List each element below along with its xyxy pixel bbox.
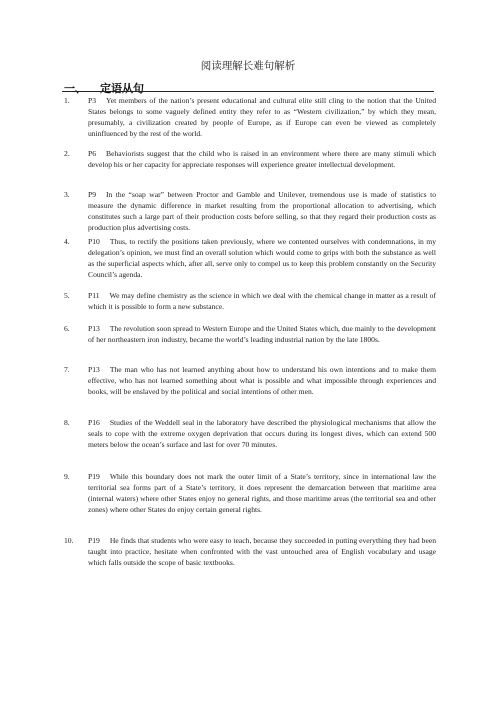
item-text: Yet members of the nation’s present educational and cultural elite still cling to the notion that the United States belongs to some vaguely defined entity they refer to as “Western civilization,” by which they mean, presumably, a civilization created by people of Europe, as if Europe can even be viewed as completely uninfluenced by the rest of the world.: [88, 96, 436, 139]
item-text: The revolution soon spread to Western Europe and the United States which, due mainly to the development of her northeastern iron industry, became the world’s leading industrial nation by the late 1800s.: [88, 324, 436, 345]
item-text: He finds that students who were easy to teach, because they succeeded in putting everything they had been taught into practice, hesitate when confronted with the vast untouched area of English vocabulary and usage which falls outside the scope of basic textbooks.: [88, 536, 436, 568]
list-item: [64, 95, 436, 139]
item-text: The man who has not learned anything about how to understand his own intentions and to make them effective, who has not learned something about what is possible and what impossible through experiences and books, will be enslaved by the political and social intentions of other men.: [88, 365, 436, 397]
list-item: [64, 148, 436, 170]
item-paragraph-ref: P9: [88, 190, 97, 199]
item-paragraph-ref: P19: [88, 536, 100, 545]
item-number: 8.: [64, 418, 70, 427]
item-number: 10.: [64, 536, 74, 545]
item-text: Behaviorists suggest that the child who is raised in an environment where there are many stimuli which develop his or her capacity for appreciate responses will experience greater intellectual development.: [88, 149, 436, 170]
item-number: 2.: [64, 149, 70, 158]
item-text: Thus, to rectify the positions taken previously, where we contented ourselves with condemnations, in my delegation’s opinion, we must find an overall solution which would come to grips with both the substance as well as the superficial aspects which, after all, serve only to compel us to keep this problem constantly on the Security Council’s agenda.: [88, 237, 436, 280]
item-number: 3.: [64, 190, 70, 199]
item-number: 6.: [64, 324, 70, 333]
item-number: 7.: [64, 365, 70, 374]
item-text: We may define chemistry as the science in which we deal with the chemical change in matter as a result of which it is possible to form a new substance.: [88, 291, 436, 312]
item-paragraph-ref: P19: [88, 472, 100, 481]
item-paragraph-ref: P13: [88, 324, 100, 333]
item-number: 5.: [64, 291, 70, 300]
section-divider: [62, 91, 434, 92]
item-text: In the “soap war” between Proctor and Gamble and Unilever, tremendous use is made of statistics to measure the dynamic difference in market resulting from the proportional allocation to advertising, which constitutes such a large part of their production costs before selling, so that they regard their production costs as production plus advertising costs.: [88, 190, 436, 233]
section-label: 定语从句: [100, 82, 144, 95]
list-item: [64, 417, 436, 450]
item-paragraph-ref: P16: [88, 418, 100, 427]
list-item: [64, 290, 436, 312]
list-item: [64, 364, 436, 397]
item-paragraph-ref: P10: [88, 237, 100, 246]
item-number: 4.: [64, 237, 70, 246]
item-paragraph-ref: P3: [88, 96, 97, 105]
list-item: [64, 189, 436, 233]
page-title: 阅读理解长难句解析: [200, 60, 296, 72]
list-item: [64, 535, 436, 568]
item-paragraph-ref: P11: [88, 291, 100, 300]
list-item: [64, 471, 436, 515]
item-number: 9.: [64, 472, 70, 481]
item-paragraph-ref: P6: [88, 149, 97, 158]
item-paragraph-ref: P13: [88, 365, 100, 374]
item-number: 1.: [64, 96, 70, 105]
list-item: [64, 236, 436, 280]
section-heading: [64, 80, 144, 96]
section-number: 一、: [64, 82, 86, 95]
item-text: Studies of the Weddell seal in the laboratory have described the physiological mechanisms that allow the seals to cope with the extreme oxygen deprivation that occurs during its longest dives, which can extend 500 meters below the ocean’s surface and last for over 70 minutes.: [88, 418, 436, 450]
list-item: [64, 323, 436, 345]
item-text: While this boundary does not mark the outer limit of a State’s territory, since in international law the territorial sea forms part of a State’s territory, it does represent the demarcation between that maritime area (internal waters) where other States enjoy no general rights, and those maritime areas (the territorial sea and other zones) where other States do enjoy certain general rights.: [88, 472, 436, 515]
